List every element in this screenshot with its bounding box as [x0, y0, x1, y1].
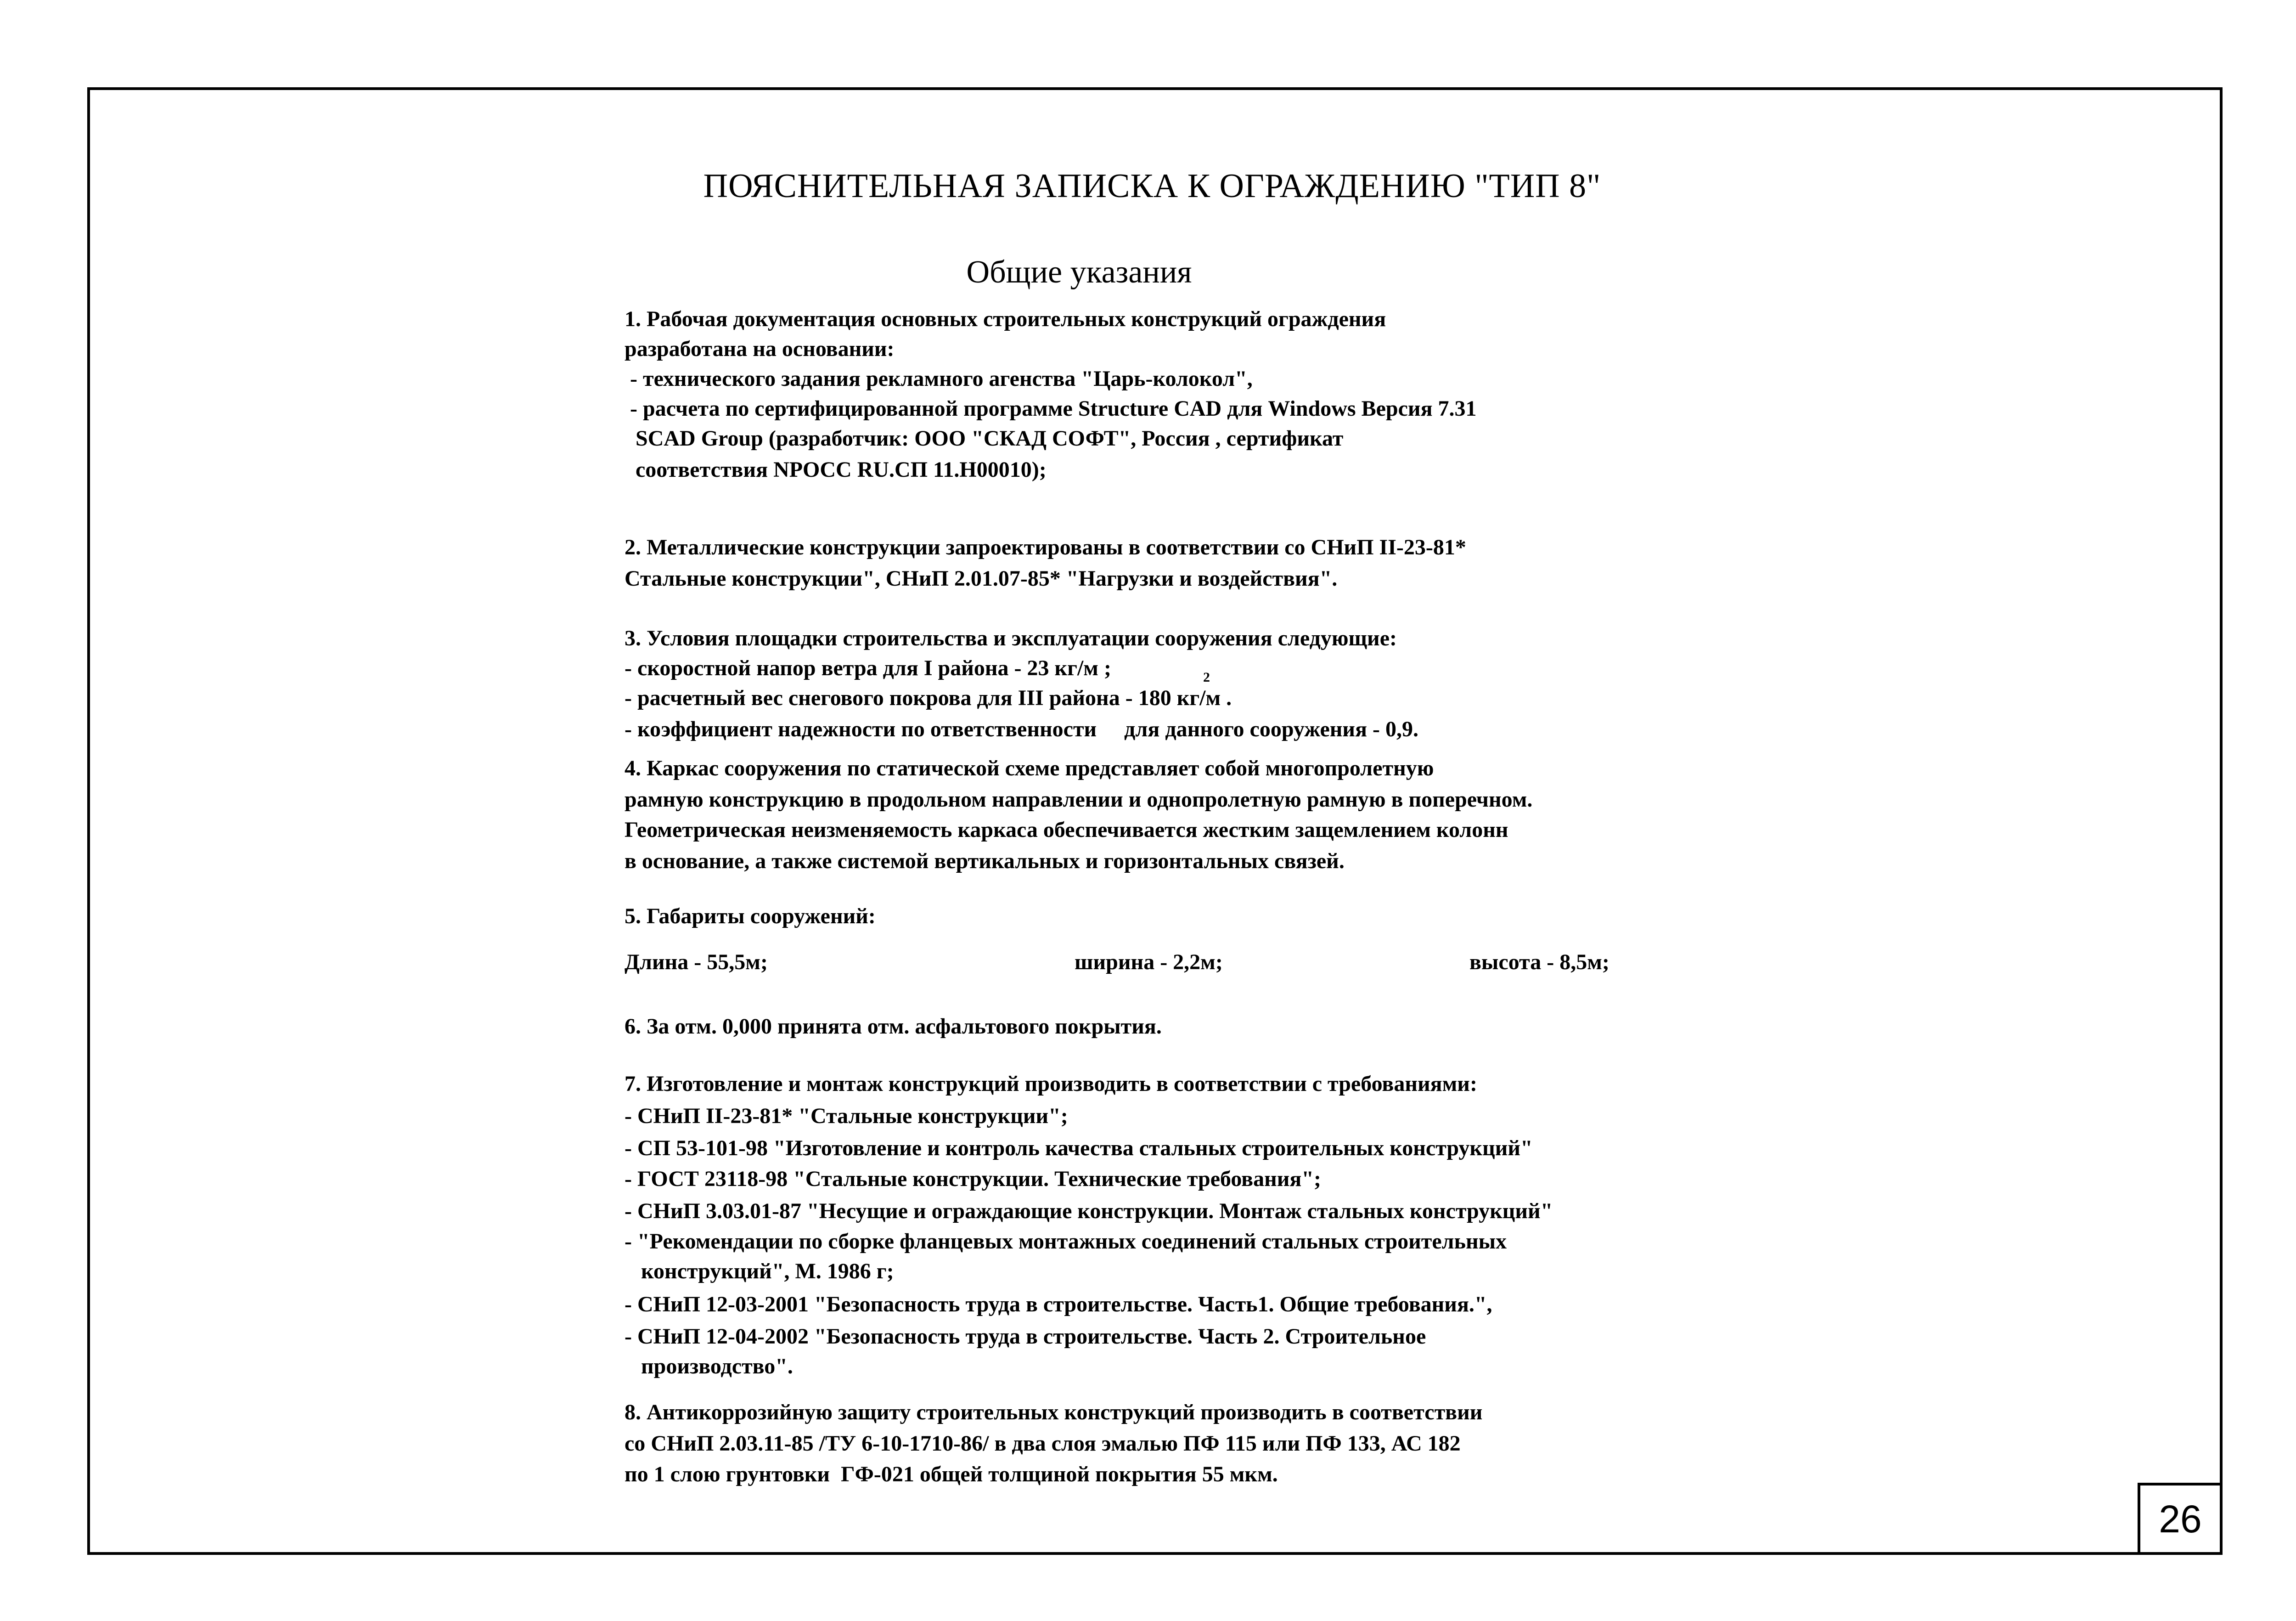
text-line: 2. Металлические конструкции запроектированы в соответствии со СНиП II-23-81* — [625, 535, 1466, 559]
text-line: SCAD Group (разработчик: ООО "СКАД СОФТ", Россия , сертификат — [625, 426, 1344, 451]
text-line: 8. Антикоррозийную защиту строительных конструкций производить в соответствии — [625, 1400, 1483, 1424]
text-line: 4. Каркас сооружения по статической схеме представляет собой многопролетную — [625, 756, 1434, 780]
text-line: рамную конструкцию в продольном направлении и однопролетную рамную в поперечном. — [625, 787, 1533, 812]
text-line: 5. Габариты сооружений: — [625, 904, 876, 928]
superscript-mark: 2 — [1203, 670, 1210, 685]
text-line: по 1 слою грунтовки ГФ-021 общей толщиной покрытия 55 мкм. — [625, 1462, 1278, 1486]
text-line: 6. За отм. 0,000 принята отм. асфальтового покрытия. — [625, 1014, 1162, 1039]
text-line: - СНиП II-23-81* "Стальные конструкции"; — [625, 1104, 1068, 1128]
dimension-width: ширина - 2,2м; — [1075, 950, 1223, 974]
dimension-length: Длина - 55,5м; — [625, 950, 768, 974]
text-line: - СНиП 12-04-2002 "Безопасность труда в строительстве. Часть 2. Строительное — [625, 1324, 1426, 1349]
text-line: - СНиП 12-03-2001 "Безопасность труда в строительстве. Часть1. Общие требования.", — [625, 1292, 1492, 1316]
text-line: - расчета по сертифицированной программе Structure CAD для Windows Версия 7.31 — [625, 396, 1477, 421]
text-line: разработана на основании: — [625, 337, 895, 361]
text-line: - расчетный вес снегового покрова для III района - 180 кг/м . — [625, 686, 1232, 710]
text-line: - СНиП 3.03.01-87 "Несущие и ограждающие конструкции. Монтаж стальных конструкций" — [625, 1199, 1553, 1223]
text-line: конструкций", М. 1986 г; — [625, 1259, 894, 1283]
text-line: 3. Условия площадки строительства и эксплуатации сооружения следующие: — [625, 626, 1397, 650]
text-line: - ГОСТ 23118-98 "Стальные конструкции. Технические требования"; — [625, 1167, 1322, 1191]
text-line: Геометрическая неизменяемость каркаса обеспечивается жестким защемлением колонн — [625, 818, 1508, 842]
text-line: Стальные конструкции", СНиП 2.01.07-85* "Нагрузки и воздействия". — [625, 566, 1338, 591]
text-line: 1. Рабочая документация основных строительных конструкций ограждения — [625, 307, 1386, 331]
text-line: 7. Изготовление и монтаж конструкций производить в соответствии с требованиями: — [625, 1072, 1477, 1096]
page-number: 26 — [2138, 1483, 2220, 1553]
text-line: - скоростной напор ветра для I района - 23 кг/м ; — [625, 656, 1111, 680]
text-line: производство". — [625, 1354, 793, 1378]
document-title: ПОЯСНИТЕЛЬНАЯ ЗАПИСКА К ОГРАЖДЕНИЮ "ТИП 8" — [703, 167, 1601, 205]
text-line: - технического задания рекламного агенства "Царь-колокол", — [625, 367, 1253, 391]
text-line: - "Рекомендации по сборке фланцевых монтажных соединений стальных строительных — [625, 1229, 1507, 1254]
text-line: в основание, а также системой вертикальных и горизонтальных связей. — [625, 849, 1345, 873]
text-line: соответствия NPOCC RU.CП 11.H00010); — [625, 457, 1047, 482]
text-line: - коэффициент надежности по ответственности для данного сооружения - 0,9. — [625, 717, 1419, 741]
text-line: - СП 53-101-98 "Изготовление и контроль качества стальных строительных конструкций" — [625, 1136, 1533, 1160]
section-title: Общие указания — [966, 254, 1192, 290]
dimension-height: высота - 8,5м; — [1469, 950, 1609, 974]
text-line: со СНиП 2.03.11-85 /ТУ 6-10-1710-86/ в два слоя эмалью ПФ 115 или ПФ 133, АС 182 — [625, 1431, 1461, 1456]
